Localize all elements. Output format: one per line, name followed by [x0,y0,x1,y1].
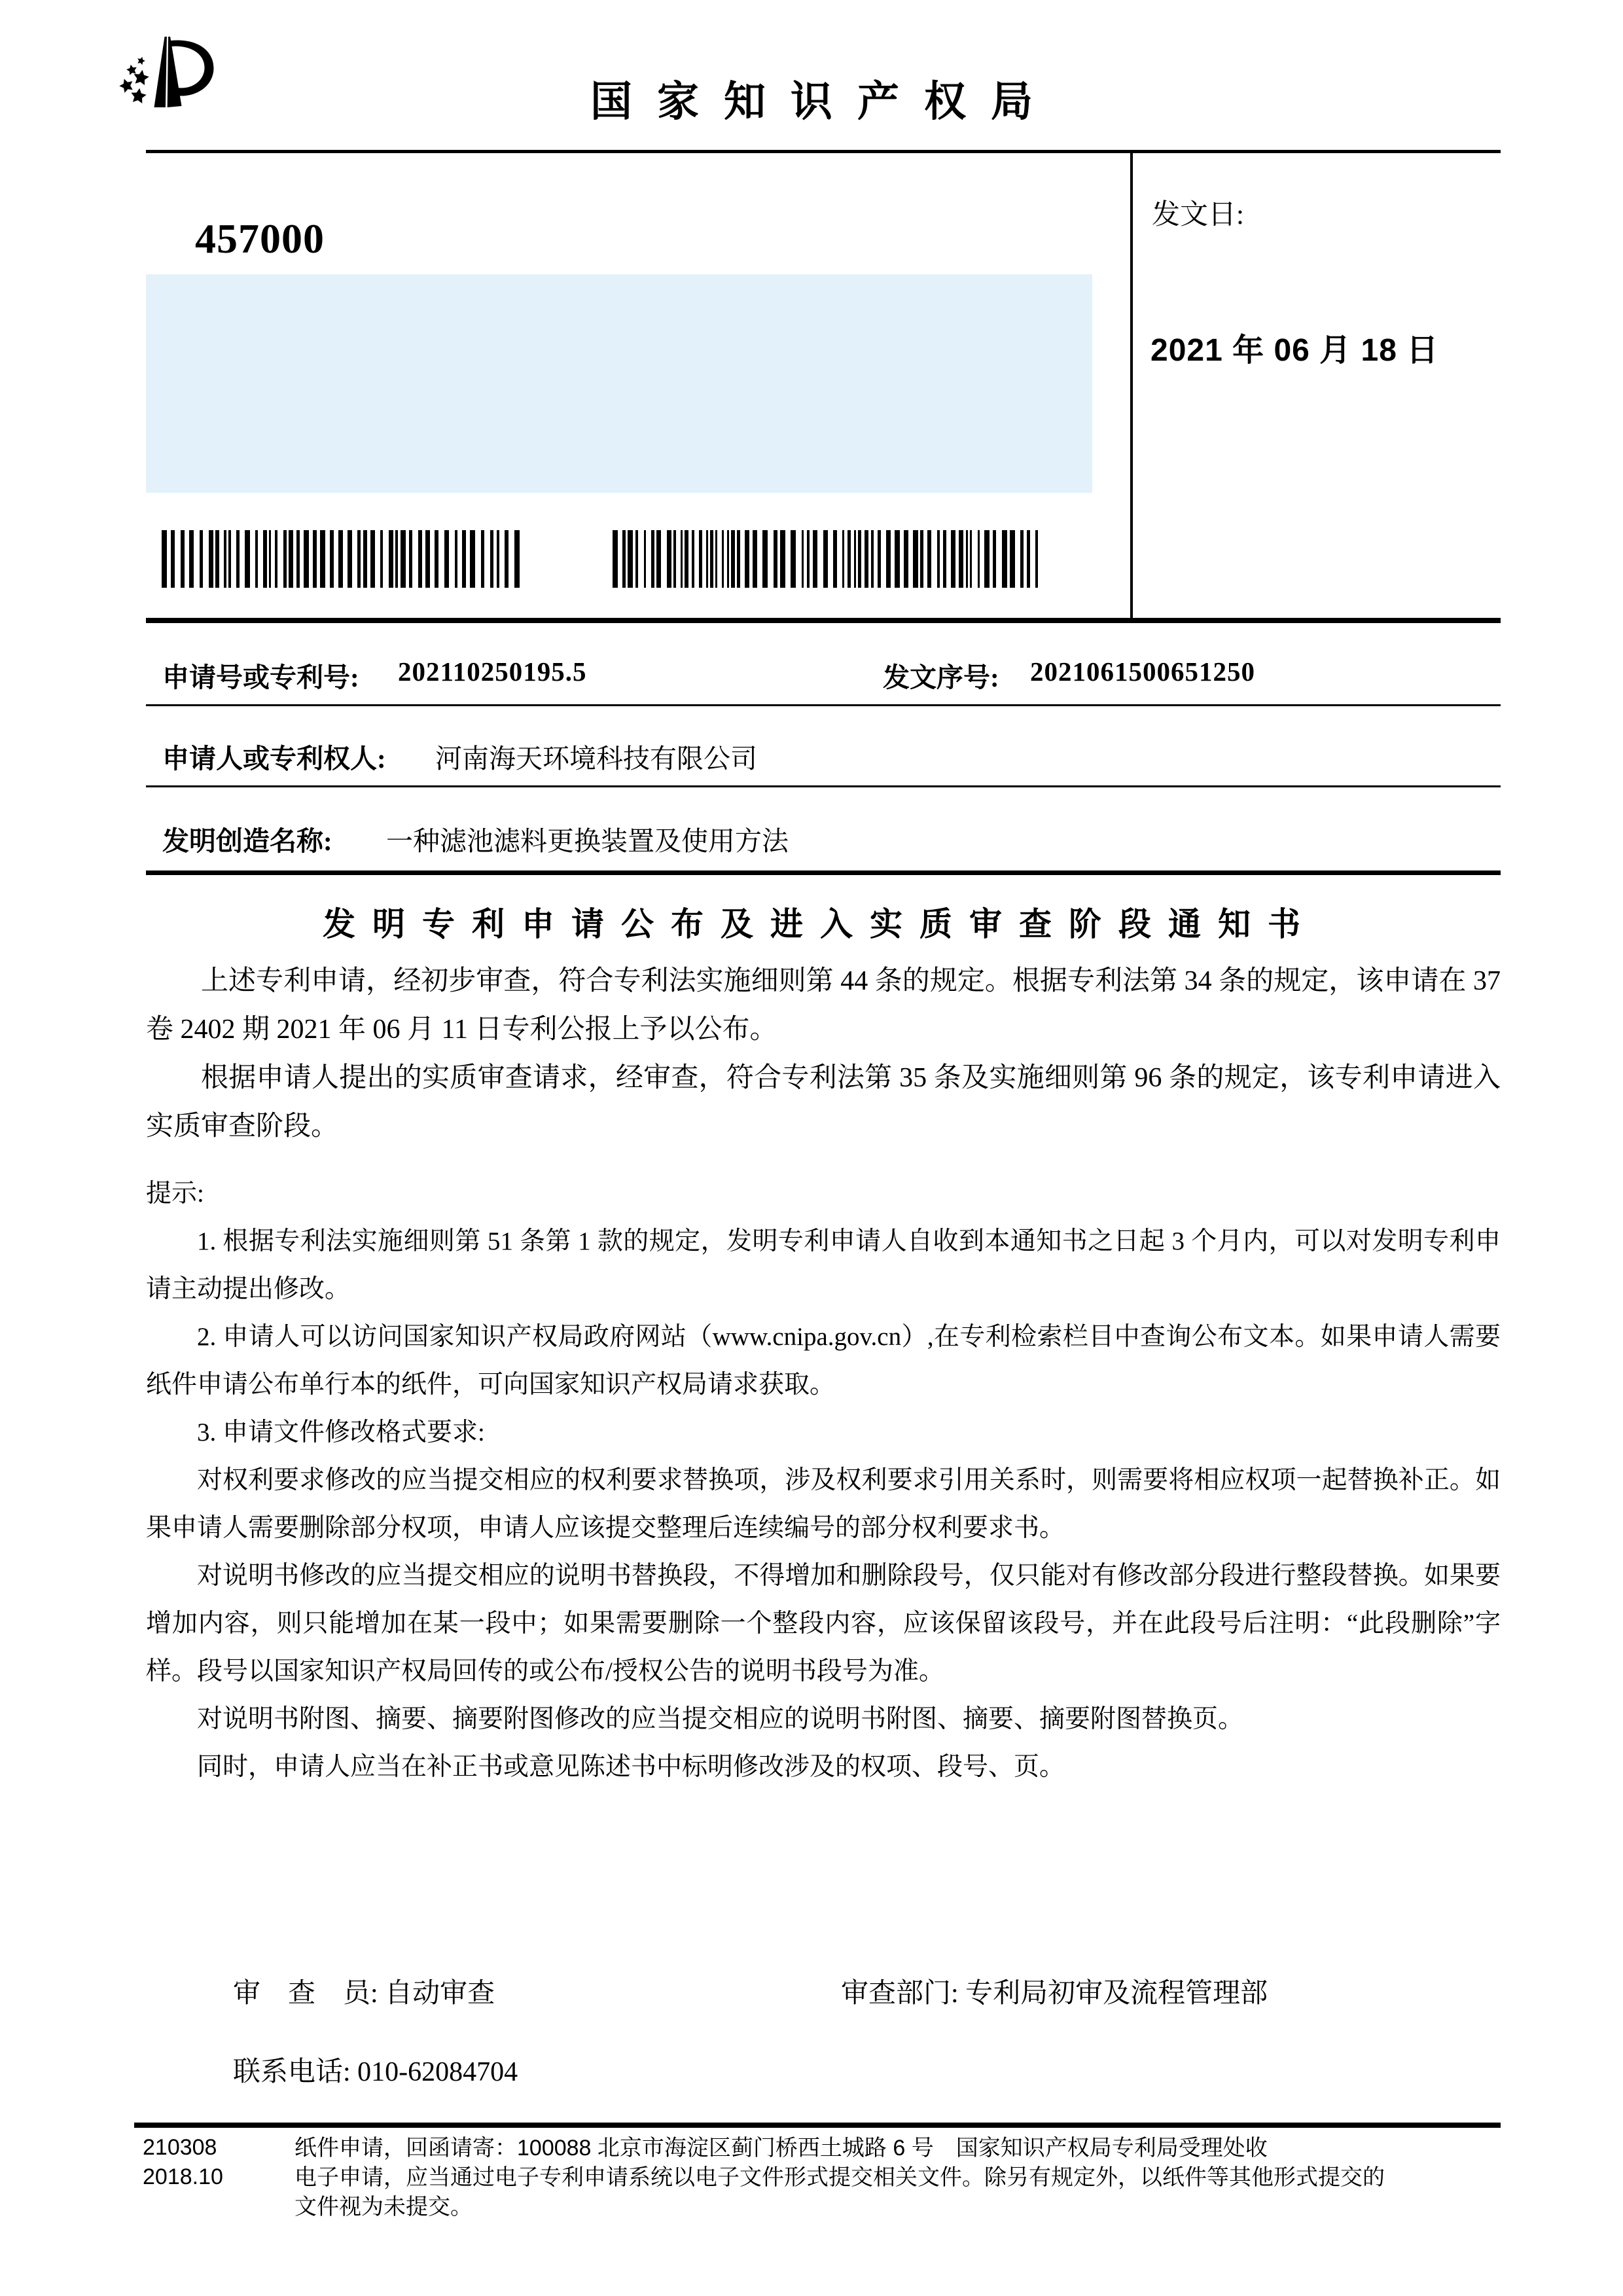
tip-item: 2. 申请人可以访问国家知识产权局政府网站（www.cnipa.gov.cn）,在专利检索栏目中查询公布文本。如果申请人需要纸件申请公布单行本的纸件，可向国家知识产权局请求获取。 [146,1323,1501,1399]
applicant-label: 申请人或专利权人: [162,744,386,774]
footer-line: 文件视为未提交。 [294,2195,473,2219]
footer-text [294,2134,1512,2222]
examiner-line [233,1971,495,2011]
rule-3 [146,870,1501,875]
footer-rule [134,2123,1501,2128]
agency-title: 国家知识产权局 [590,79,1058,125]
phone-line [233,2050,518,2089]
footer-form-date: 2018.10 [143,2164,223,2189]
header-rule [146,150,1501,153]
application-no-label: 申请号或专利号: [162,662,359,692]
barcode-application-image [162,530,526,588]
rule-1 [146,704,1501,706]
phone-label: 联系电话: [233,2057,351,2087]
tips-section [146,1170,1501,1791]
phone-value: 010-62084704 [357,2057,518,2087]
tip-item: 1. 根据专利法实施细则第 51 条第 1 款的规定，发明专利申请人自收到本通知书之日起 3 个月内，可以对发明专利申请主动提出修改。 [146,1227,1501,1303]
footer-line: 电子申请，应当通过电子专利申请系统以电子文件形式提交相关文件。除另有规定外，以纸件等其他形式提交的 [294,2165,1385,2190]
application-no-value: 202110250195.5 [398,656,587,687]
footer-line: 纸件申请，回函请寄：100088 北京市海淀区蓟门桥西土城路 6 号 国家知识产权局专利局受理处收 [294,2136,1268,2161]
notice-body [146,957,1501,1151]
notice-paragraph: 上述专利申请，经初步审查，符合专利法实施细则第 44 条的规定。根据专利法第 34 条的规定，该申请在 37 卷 2402 期 2021 年 06 月 11 日专利公报上予以公布。 [146,966,1501,1045]
examiner-label: 审 查 员: [233,1979,378,2009]
doc-code: 457000 [195,215,325,262]
tip-item: 3. 申请文件修改格式要求: [197,1418,485,1446]
notice-title: 发明专利申请公布及进入实质审查阶段通知书 [323,906,1317,942]
tip-item: 对说明书附图、摘要、摘要附图修改的应当提交相应的说明书附图、摘要、摘要附图替换页。 [197,1705,1244,1733]
applicant-value: 河南海天环境科技有限公司 [435,744,757,774]
tip-item: 对说明书修改的应当提交相应的说明书替换段，不得增加和删除段号，仅只能对有修改部分段进行整段替换。如果要增加内容，则只能增加在某一段中；如果需要删除一个整段内容，应该保留该段号，并在此段号后注明：“此段删除”字样。段号以国家知识产权局回传的或公布/授权公告的说明书段号为准。 [146,1562,1501,1685]
highlight-box [146,274,1092,493]
serial-no-value: 2021061500651250 [1030,656,1255,687]
invention-value: 一种滤池滤料更换装置及使用方法 [386,826,789,856]
application-number-row [146,656,1501,702]
invention-title-row [146,819,1501,865]
rule-2 [146,785,1501,787]
department-line [841,1971,1268,2011]
tip-item: 同时，申请人应当在补正书或意见陈述书中标明修改涉及的权项、段号、页。 [197,1753,1065,1781]
issue-date-value: 2021 年 06 月 18 日 [1150,333,1439,368]
examiner-value: 自动审查 [385,1979,495,2009]
department-label: 审查部门: [841,1979,959,2009]
notice-paragraph: 根据申请人提出的实质审查请求，经审查，符合专利法第 35 条及实施细则第 96 条的规定，该专利申请进入实质审查阶段。 [146,1063,1501,1141]
info-box-divider [1130,153,1133,619]
invention-label: 发明创造名称: [162,826,332,856]
serial-no-label: 发文序号: [883,662,999,692]
rule-below-barcodes [146,618,1501,623]
tips-heading: 提示: [146,1179,204,1208]
department-value: 专利局初审及流程管理部 [965,1979,1268,2009]
footer-form-code: 210308 [143,2135,217,2160]
signoff-row [146,1971,1501,2017]
tip-item: 对权利要求修改的应当提交相应的权利要求替换项，涉及权利要求引用关系时，则需要将相应权项一起替换补正。如果申请人需要删除部分权项，申请人应该提交整理后连续编号的部分权利要求书。 [146,1466,1501,1542]
barcode-serial-image [613,530,1048,588]
issue-date-label: 发文日: [1152,200,1244,230]
applicant-row [146,737,1501,783]
